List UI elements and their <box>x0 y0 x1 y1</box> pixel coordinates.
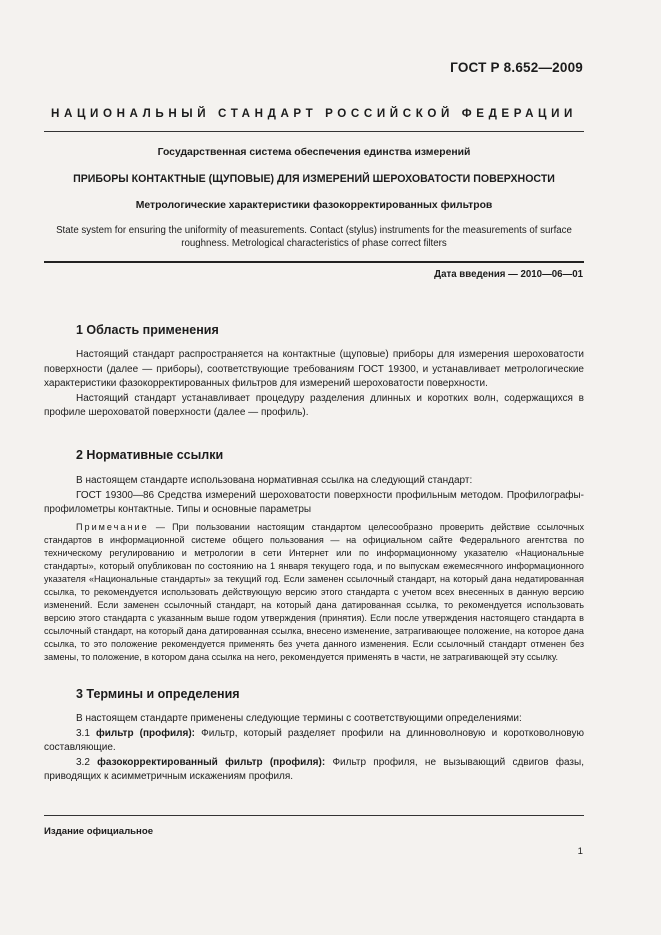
effective-date: Дата введения — 2010—06—01 <box>434 269 583 280</box>
paragraph: В настоящем стандарте применены следующие термины с соответствующими определениями: <box>76 713 522 724</box>
english-title: State system for ensuring the uniformity of measurements. Contact (stylus) instruments for the measurements of surface roughness. Metrological characteristics of phase correct filters <box>56 225 572 249</box>
paragraph: Настоящий стандарт распространяется на контактные (щуповые) приборы для измерения шероховатости поверхности (далее — приборы), соответствующие требованиям ГОСТ 19300, и устанавливает метрологические характеристики фазокорректированных фильтров для измерений шероховатости поверхности. <box>44 349 584 390</box>
main-title: ПРИБОРЫ КОНТАКТНЫЕ (ЩУПОВЫЕ) ДЛЯ ИЗМЕРЕНИЙ ШЕРОХОВАТОСТИ ПОВЕРХНОСТИ <box>73 173 555 185</box>
standard-code: ГОСТ Р 8.652—2009 <box>450 60 583 75</box>
system-title: Государственная система обеспечения единства измерений <box>157 147 471 158</box>
note-block <box>44 521 584 665</box>
paragraph: В настоящем стандарте использована нормативная ссылка на следующий стандарт: <box>76 475 473 486</box>
section-heading-references: 2 Нормативные ссылки <box>76 448 224 462</box>
edition-label: Издание официальное <box>44 826 154 837</box>
national-standard-banner: НАЦИОНАЛЬНЫЙ СТАНДАРТ РОССИЙСКОЙ ФЕДЕРАЦИИ <box>51 107 577 120</box>
paragraph: Настоящий стандарт устанавливает процедуру разделения длинных и коротких волн, содержащихся в профиле шероховатой поверхности (далее — профиль). <box>44 392 584 419</box>
page-number: 1 <box>577 846 583 857</box>
section-terms-body <box>44 712 584 785</box>
title-divider <box>44 261 584 263</box>
section-scope-body <box>44 348 584 421</box>
note-label: Примечание <box>76 522 149 532</box>
section-references-body <box>44 474 584 518</box>
footer-divider <box>44 815 584 816</box>
section-heading-scope: 1 Область применения <box>76 323 219 337</box>
definition: Фильтр профиля, не вызывающий сдвигов фазы, приводящих к асимметричным искажениям профиля. <box>44 756 584 783</box>
term-number: 3.1 <box>76 727 97 739</box>
subtitle: Метрологические характеристики фазокорректированных фильтров <box>135 200 493 211</box>
term: фазокорректированный фильтр (профиля): <box>97 756 326 768</box>
section-heading-terms: 3 Термины и определения <box>76 687 240 701</box>
note-text: — При пользовании настоящим стандартом целесообразно проверить действие ссылочных стандартов в информационной системе общего пользования — на официальном сайте Федерального агентства по техническому регулированию и метрологии в сети Интернет или по информационному указателю «Национальные стандарты», который опубликован по состоянию на 1 января текущего года, и по выпускам ежемесячного информационного указателя «Национальные стандарты» за текущий год. Если заменен ссылочный стандарт, на который дана недатированная ссылка, то рекомендуется использовать действующую версию этого стандарта с учетом всех внесенных в данную версию изменений. Если заменен ссылочный стандарт, на который дана датированная ссылка, то рекомендуется использовать версию этого стандарта с указанным выше годом утверждения (принятия). Если после утверждения настоящего стандарта в ссылочный стандарт, на который дана датированная ссылка, внесено изменение, затрагивающее положение, на которое дана ссылка, то это положение рекомендуется применять без учета данного изменения. Если ссылочный стандарт отменен без замены, то положение, в котором дана ссылка на него, рекомендуется применять в части, не затрагивающей эту ссылку. <box>44 522 584 663</box>
term: фильтр (профиля): <box>96 727 196 739</box>
term-number: 3.2 <box>76 756 98 768</box>
term-definition <box>44 756 584 785</box>
note-paragraph <box>44 521 584 665</box>
definition: Фильтр, который разделяет профили на длинноволновую и коротковолновую составляющие. <box>44 727 585 754</box>
paragraph: ГОСТ 19300—86 Средства измерений шероховатости поверхности профильным методом. Профилографы-профилометры контактные. Типы и основные параметры <box>44 489 584 516</box>
term-definition <box>44 727 584 756</box>
header-divider <box>44 131 584 132</box>
